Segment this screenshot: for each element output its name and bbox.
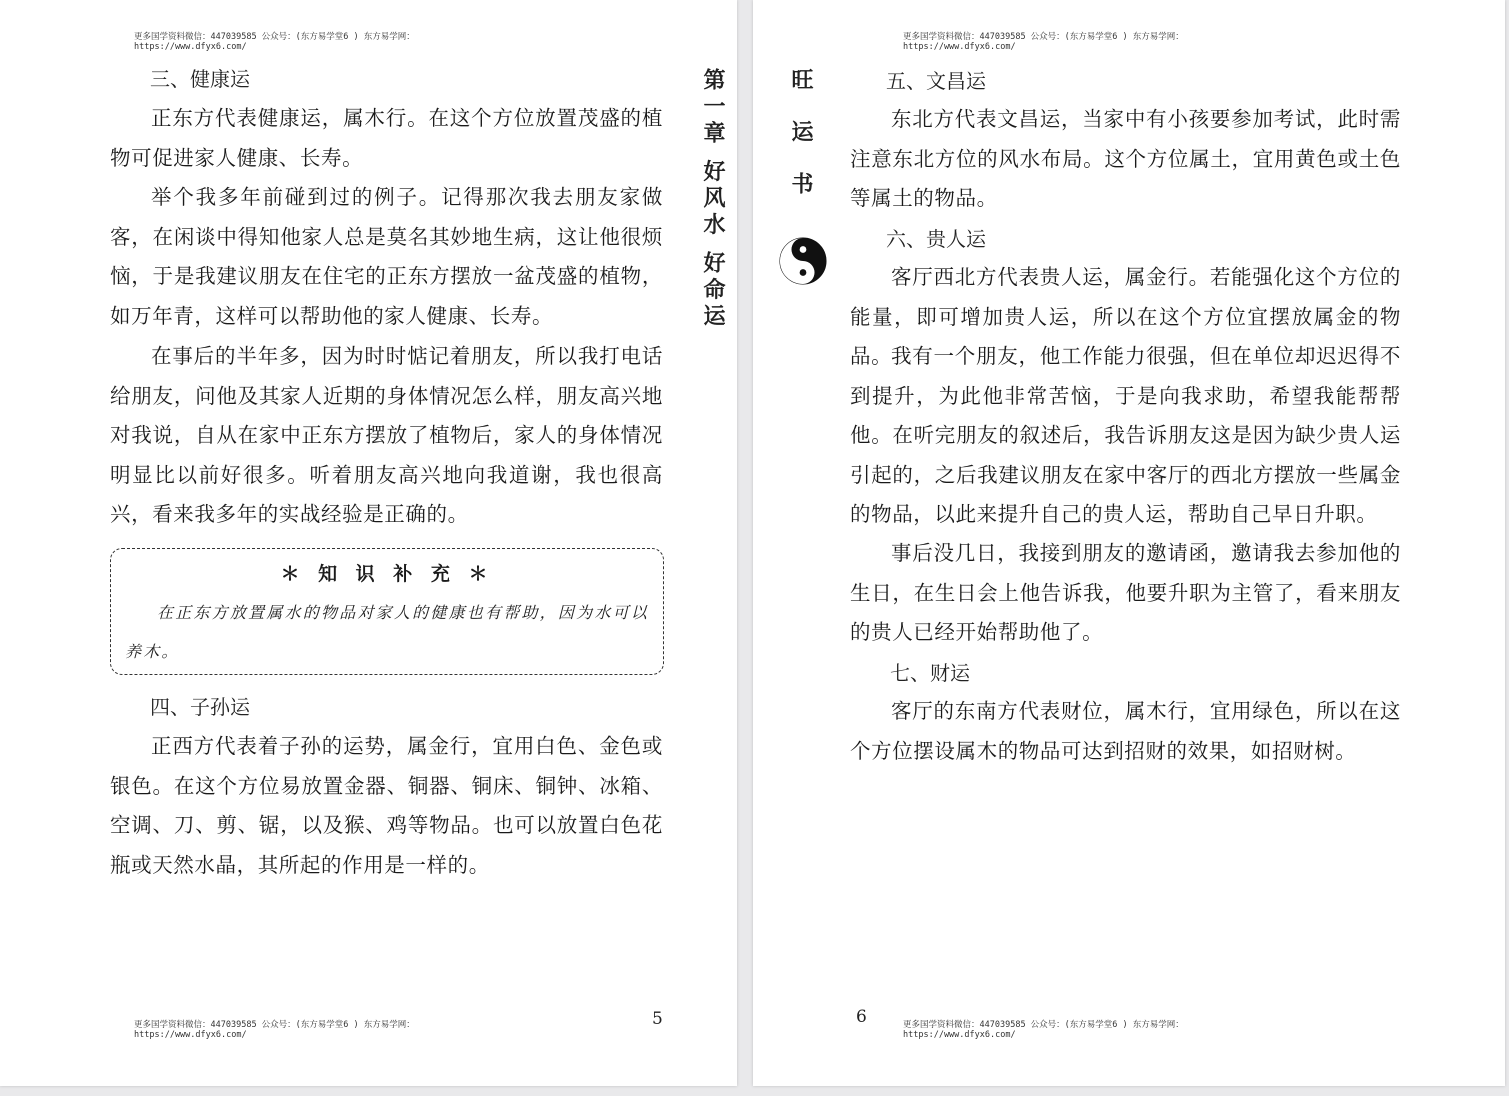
right-page	[753, 0, 1505, 1086]
knowledge-box	[110, 548, 664, 675]
page-number: 6	[856, 1007, 867, 1027]
left-page	[0, 0, 737, 1086]
watermark-bottom-right	[903, 1020, 1184, 1040]
watermark-top-right	[903, 32, 1184, 52]
paragraph: 客厅西北方代表贵人运，属金行。若能强化这个方位的能量，即可增加贵人运，所以在这个方位宜摆放属金的物品。	[850, 265, 1401, 369]
paragraph: 事后没几日，我接到朋友的邀请函，邀请我去参加他的生日，在生日会上他告诉我，他要升职为主管了，看来朋友的贵人已经开始帮助他了。	[850, 541, 1401, 645]
paragraph: 举个我多年前碰到过的例子。记得那次我去朋友家做客，在闲谈中得知他家人总是莫名其妙地生病，这让他很烦恼，于是我建议朋友在住宅的正东方摆放一盆茂盛的植物，如万年青，这样可以帮助他的家人健康、长寿。	[110, 185, 663, 328]
page-number: 5	[652, 1009, 663, 1029]
paragraph: 正东方代表健康运，属木行。在这个方位放置茂盛的植物可促进家人健康、长寿。	[110, 106, 663, 170]
knowledge-box-text: 在正东方放置属水的物品对家人的健康也有帮助，因为水可以养木。	[125, 603, 649, 661]
section-heading-wenchang: 五、文昌运	[886, 69, 986, 93]
paragraph: 客厅的东南方代表财位，属木行，宜用绿色，所以在这个方位摆设属木的物品可达到招财的效果，如招财树。	[850, 699, 1401, 763]
book-title: 旺运书	[788, 68, 813, 224]
section-heading-benefactor: 六、贵人运	[886, 227, 986, 251]
paragraph: 东北方代表文昌运，当家中有小孩要参加考试，此时需注意东北方位的风水布局。这个方位属土，宜用黄色或土色等属土的物品。	[850, 107, 1401, 211]
watermark-url: https://www.dfyx6.com/	[903, 1030, 1016, 1040]
section-heading-wealth: 七、财运	[890, 661, 970, 685]
watermark-line: 更多国学资料微信：447039585 公众号：(东方易学堂6 ) 东方易学网：	[903, 1020, 1184, 1030]
watermark-url: https://www.dfyx6.com/	[903, 42, 1016, 52]
chapter-title: 第一章 好风水 好命运	[700, 68, 725, 331]
watermark-line: 更多国学资料微信：447039585 公众号：(东方易学堂6 ) 东方易学网：	[134, 32, 415, 42]
watermark-top-left	[134, 32, 415, 52]
watermark-line: 更多国学资料微信：447039585 公众号：(东方易学堂6 ) 东方易学网：	[134, 1020, 415, 1030]
watermark-url: https://www.dfyx6.com/	[134, 1030, 247, 1040]
watermark-url: https://www.dfyx6.com/	[134, 42, 247, 52]
yin-yang-icon	[779, 237, 827, 285]
paragraph: 我有一个朋友，他工作能力很强，但在单位却迟迟得不到提升，为此他非常苦恼，于是向我求助，希望我能帮帮他。在听完朋友的叙述后，我告诉朋友这是因为缺少贵人运引起的，之后我建议朋友在家中客厅的西北方摆放一些属金的物品，以此来提升自己的贵人运，帮助自己早日升职。	[850, 344, 1401, 527]
section-heading-descendants: 四、子孙运	[150, 695, 250, 719]
paragraph: 正西方代表着子孙的运势，属金行，宜用白色、金色或银色。在这个方位易放置金器、铜器、铜床、铜钟、冰箱、空调、刀、剪、锯，以及猴、鸡等物品。也可以放置白色花瓶或天然水晶，其所起的作用是一样的。	[110, 734, 663, 877]
section-heading-health: 三、健康运	[150, 67, 250, 91]
paragraph: 在事后的半年多，因为时时惦记着朋友，所以我打电话给朋友，问他及其家人近期的身体情况怎么样，朋友高兴地对我说，自从在家中正东方摆放了植物后，家人的身体情况明显比以前好很多。听着朋友高兴地向我道谢，我也很高兴，看来我多年的实战经验是正确的。	[110, 344, 663, 527]
watermark-line: 更多国学资料微信：447039585 公众号：(东方易学堂6 ) 东方易学网：	[903, 32, 1184, 42]
watermark-bottom-left	[134, 1020, 415, 1040]
knowledge-box-title: ＊ 知 识 补 充 ＊	[280, 563, 494, 585]
